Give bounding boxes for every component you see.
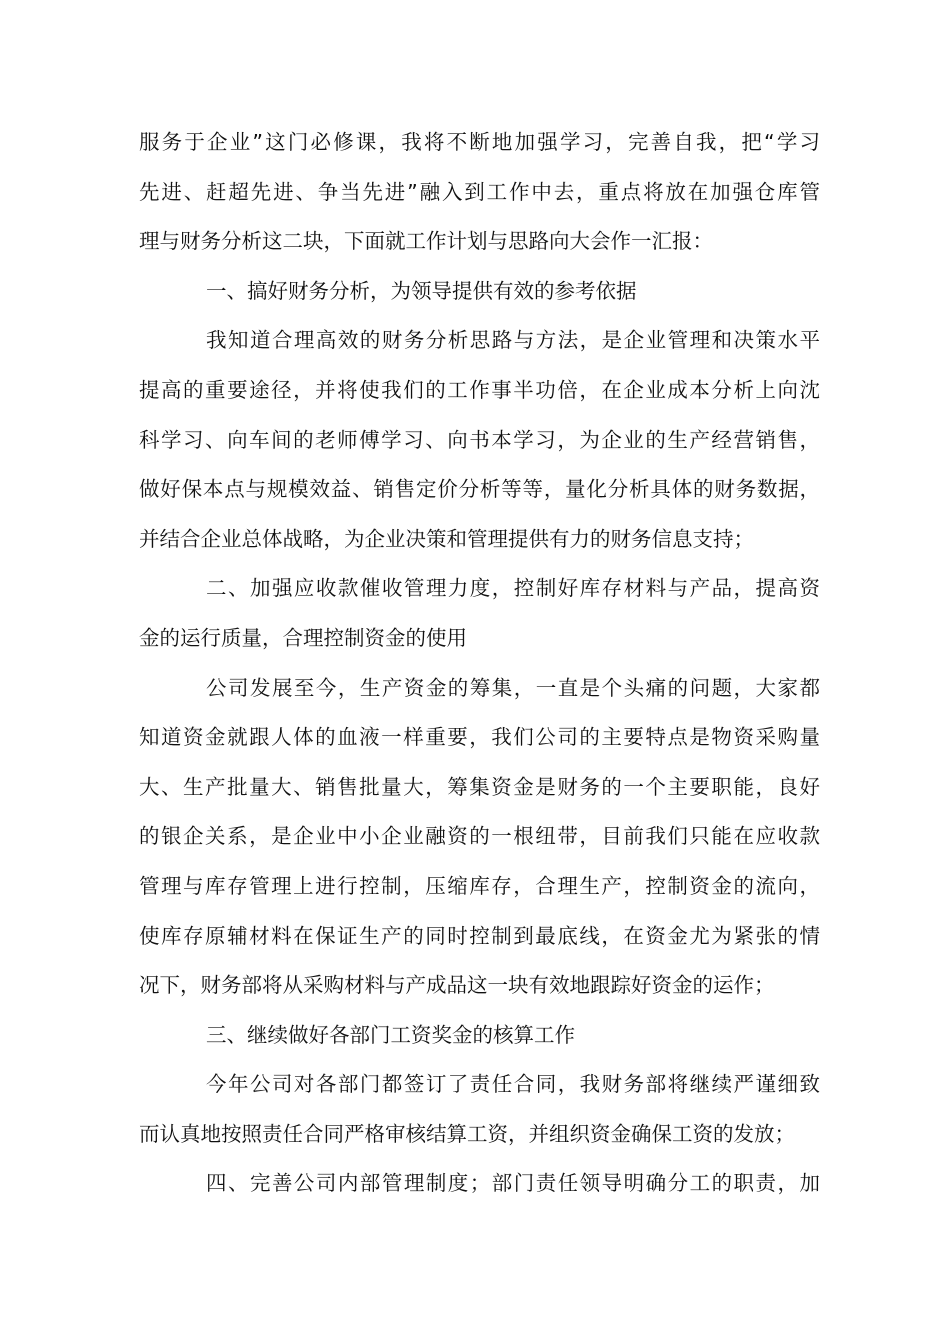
text-line: 服务于企业”这门必修课，我将不断地加强学习，完善自我，把“学习 [139, 130, 820, 154]
text-line: 提高的重要途径，并将使我们的工作事半功倍，在企业成本分析上向沈 [139, 377, 820, 402]
section-heading: 四、完善公司内部管理制度；部门责任领导明确分工的职责，加 [206, 1171, 820, 1196]
text-line: 大、生产批量大、销售批量大，筹集资金是财务的一个主要职能，良好 [139, 774, 820, 799]
section-heading: 一、搞好财务分析，为领导提供有效的参考依据 [206, 278, 637, 303]
text-line: 今年公司对各部门都签订了责任合同，我财务部将继续严谨细致 [206, 1072, 820, 1097]
section-heading-continued: 金的运行质量，合理控制资金的使用 [139, 625, 467, 650]
section-heading: 二、加强应收款催收管理力度，控制好库存材料与产品，提高资 [206, 576, 820, 601]
text-line: 科学习、向车间的老师傅学习、向书本学习，为企业的生产经营销售， [139, 427, 820, 452]
text-line: 并结合企业总体战略，为企业决策和管理提供有力的财务信息支持； [139, 526, 754, 551]
text-line: 先进、赶超先进、争当先进”融入到工作中去，重点将放在加强仓库管 [139, 179, 820, 204]
text-line: 理与财务分析这二块，下面就工作计划与思路向大会作一汇报： [139, 229, 713, 254]
text-line: 的银企关系，是企业中小企业融资的一根纽带，目前我们只能在应收款 [139, 824, 820, 849]
text-line: 知道资金就跟人体的血液一样重要，我们公司的主要特点是物资采购量 [139, 725, 820, 750]
text-line: 我知道合理高效的财务分析思路与方法，是企业管理和决策水平 [206, 328, 820, 353]
text-line: 况下，财务部将从采购材料与产成品这一块有效地跟踪好资金的运作； [139, 973, 775, 998]
text-line: 管理与库存管理上进行控制，压缩库存，合理生产，控制资金的流向， [139, 873, 820, 898]
text-line: 公司发展至今，生产资金的筹集，一直是个头痛的问题，大家都 [206, 675, 820, 700]
body-text [139, 118, 820, 1209]
text-line: 而认真地按照责任合同严格审核结算工资，并组织资金确保工资的发放； [139, 1121, 795, 1146]
text-line: 做好保本点与规模效益、销售定价分析等等，量化分析具体的财务数据， [139, 477, 820, 502]
section-heading: 三、继续做好各部门工资奖金的核算工作 [206, 1022, 575, 1047]
text-line: 使库存原辅材料在保证生产的同时控制到最底线，在资金尤为紧张的情 [139, 923, 820, 948]
